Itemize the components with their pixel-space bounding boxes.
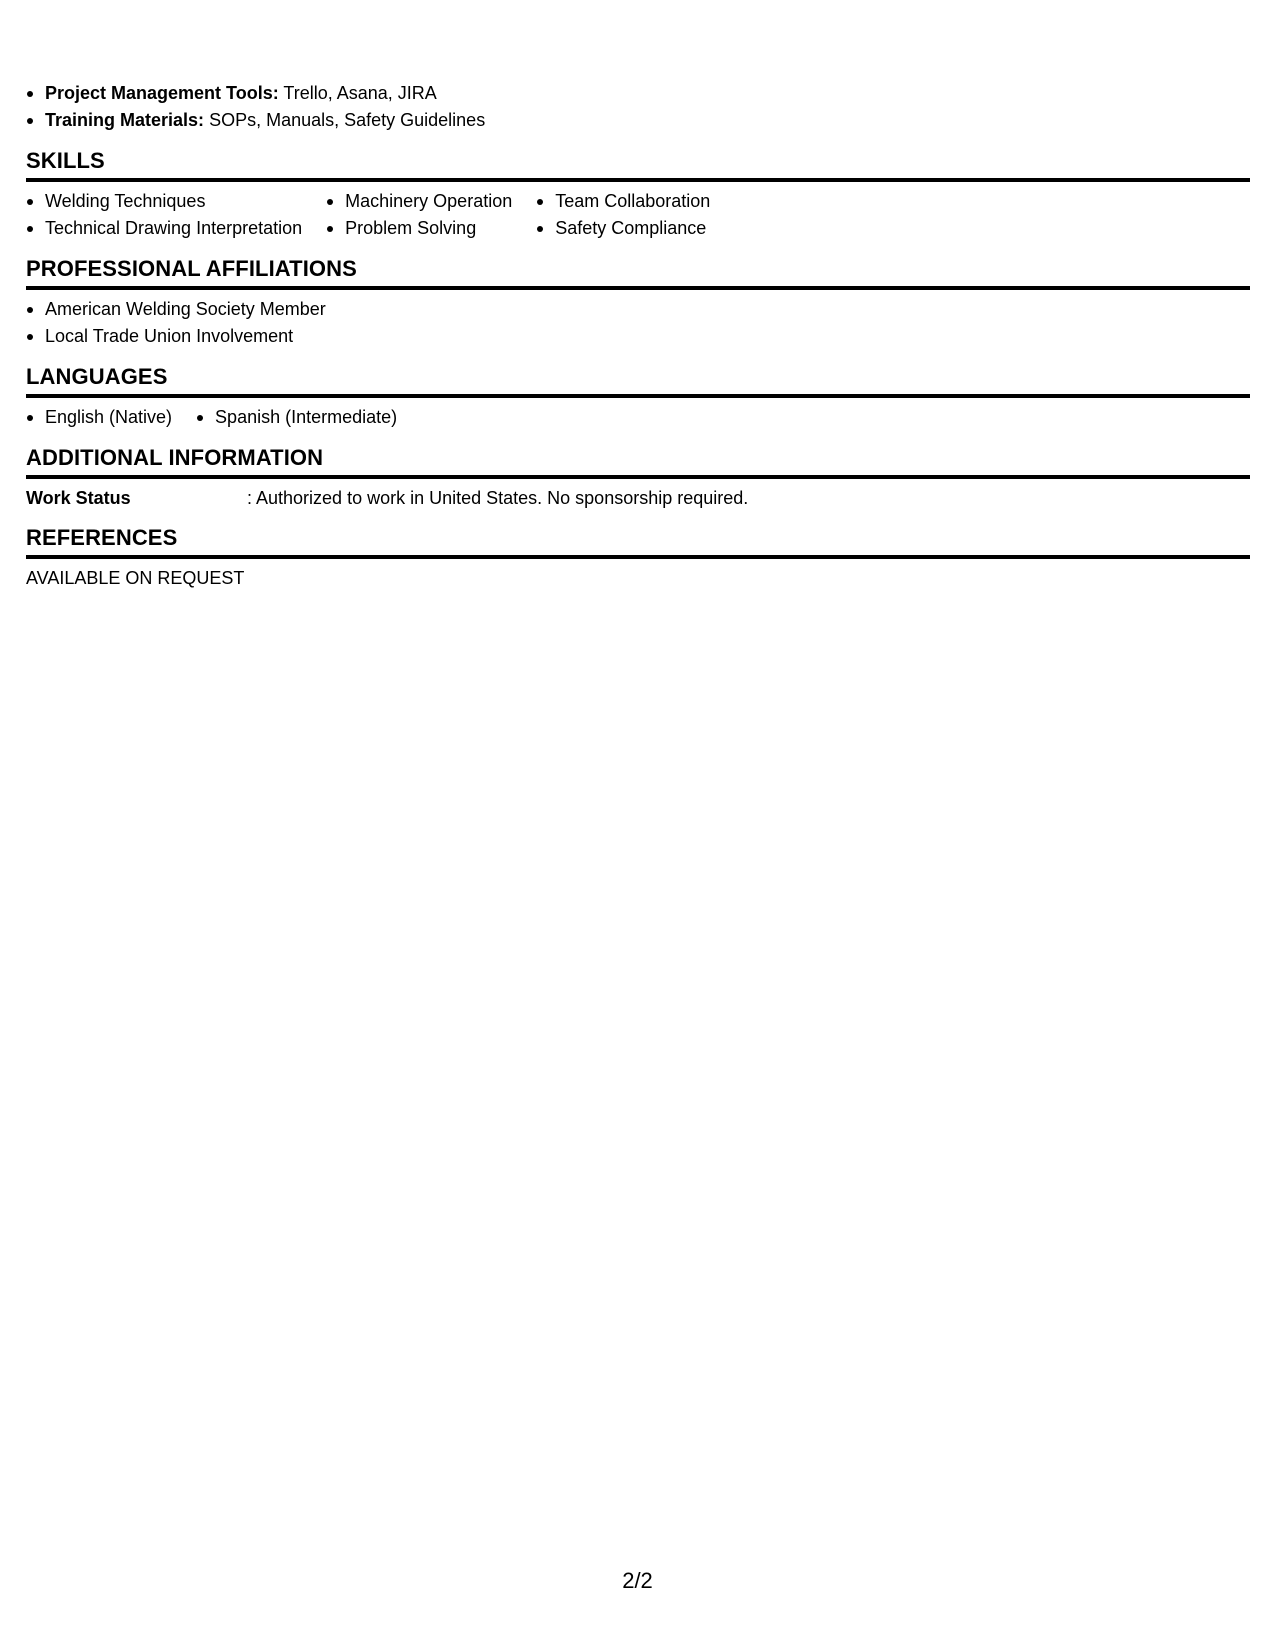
languages-list [26,404,421,431]
info-label: Work Status [26,488,131,508]
resume-page [26,80,1250,591]
section-title: SKILLS [26,147,1250,182]
info-row [26,485,1250,511]
list-item [26,80,1250,107]
affiliations-list [26,296,1250,350]
info-value: : Authorized to work in United States. No sponsorship required. [247,488,749,508]
skills-column [536,188,710,242]
affiliation-item: Local Trade Union Involvement [26,323,1250,350]
skills-column [26,188,302,242]
tool-label: Training Materials: [45,110,205,130]
tools-list [26,80,1250,134]
section-title: REFERENCES [26,524,1250,559]
skill-item: Machinery Operation [326,188,512,215]
tool-label: Project Management Tools: [45,83,279,103]
section-title: LANGUAGES [26,363,1250,398]
references-section [26,524,1250,591]
page-number: 2/2 [622,1568,653,1593]
skill-item: Technical Drawing Interpretation [26,215,302,242]
languages-section [26,363,1250,431]
tool-value: SOPs, Manuals, Safety Guidelines [209,110,486,130]
skills-section [26,147,1250,242]
tool-value: Trello, Asana, JIRA [283,83,437,103]
skill-item: Welding Techniques [26,188,302,215]
section-title: ADDITIONAL INFORMATION [26,444,1250,479]
references-text: AVAILABLE ON REQUEST [26,568,245,588]
section-title: PROFESSIONAL AFFILIATIONS [26,255,1250,290]
skill-item: Problem Solving [326,215,512,242]
language-item: Spanish (Intermediate) [196,404,397,431]
skills-column [326,188,512,242]
additional-info-section [26,444,1250,511]
skills-columns [26,182,1250,242]
language-item: English (Native) [26,404,172,431]
affiliations-section [26,255,1250,350]
list-item [26,107,1250,134]
skill-item: Team Collaboration [536,188,710,215]
skill-item: Safety Compliance [536,215,710,242]
affiliation-item: American Welding Society Member [26,296,1250,323]
